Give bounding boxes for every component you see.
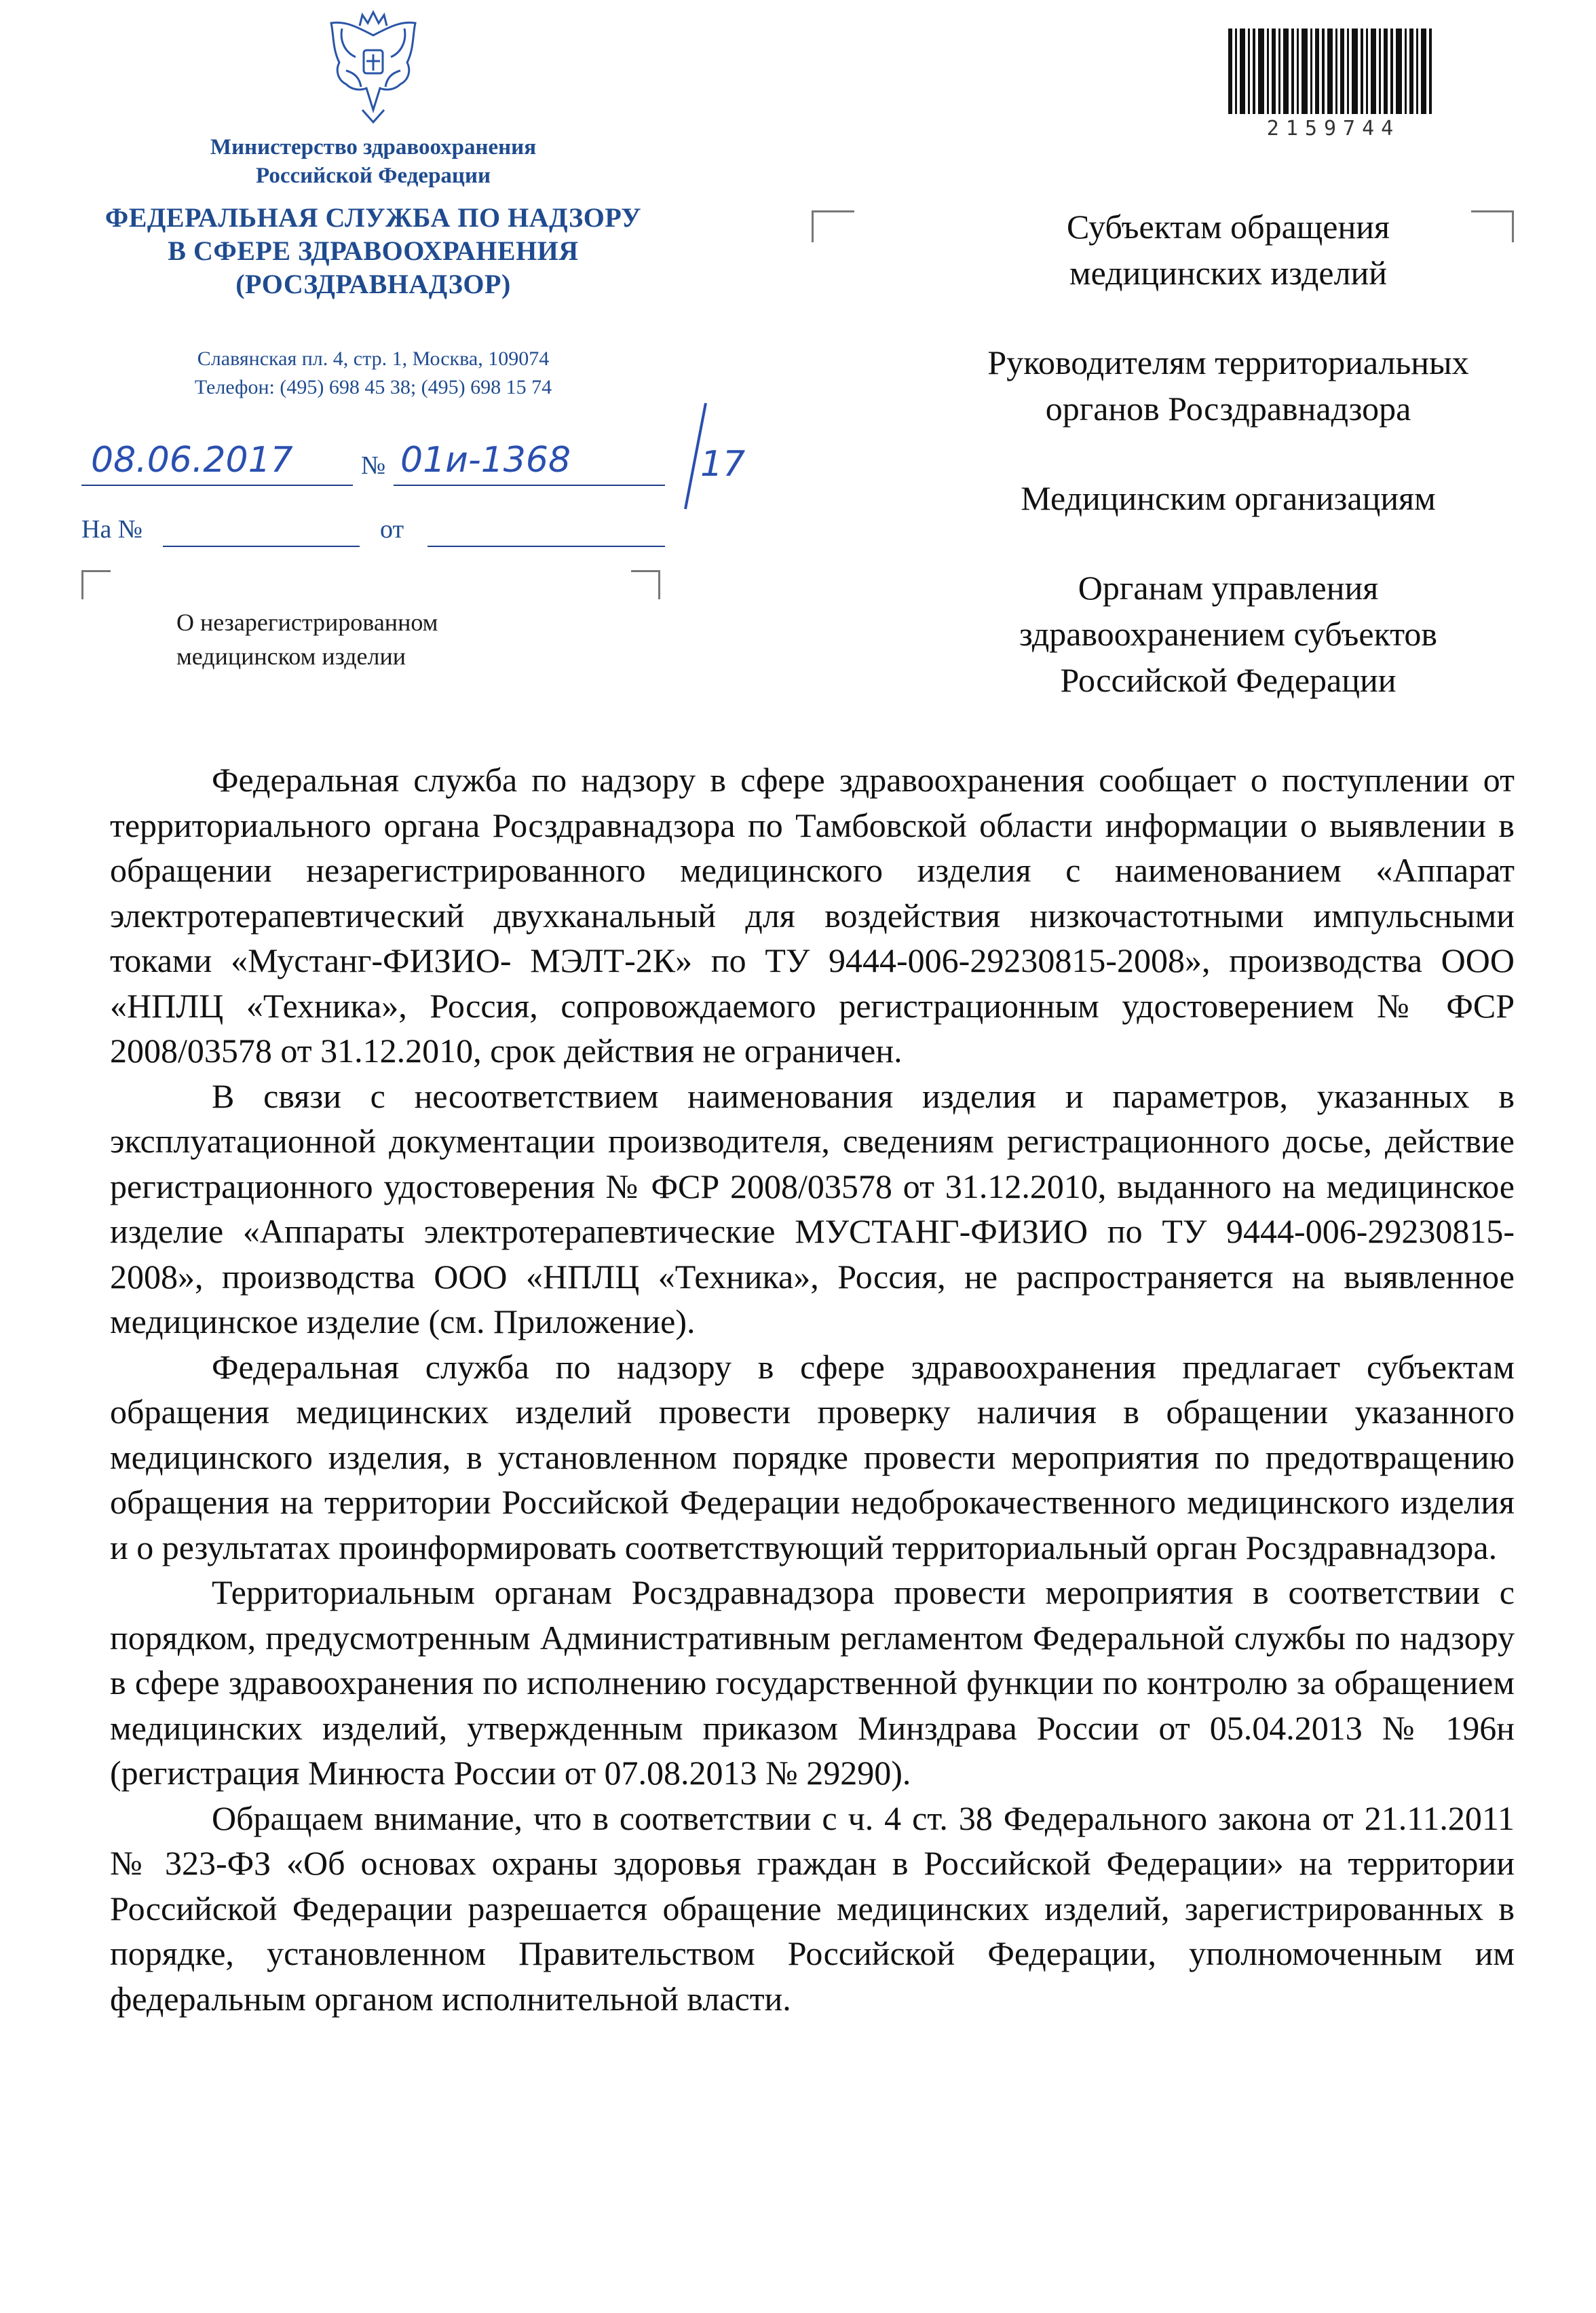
agency-line: (РОСЗДРАВНАДЗОР) — [235, 269, 511, 299]
barcode-number: 2159744 — [1266, 117, 1401, 140]
body-paragraph: Территориальным органам Росздравнадзора провести мероприятия в соответствии с порядком, предусмотренным Административным регламентом Федеральной службы по надзору в сфере здравоохранения по исполнению государственной функции по контролю за обращением медицинских изделий, утвержденным приказом Минздрава России от 05.04.2013 № 196н (регистрация Минюста России от 07.08.2013 № 29290). — [110, 1573, 1515, 1792]
addressee-group — [882, 565, 1574, 703]
reference-number-label: На № — [81, 515, 143, 544]
addressee-line: Руководителям территориальных — [987, 343, 1469, 381]
addressee-line: Субъектам обращения — [1067, 208, 1390, 246]
addressee-line: здравоохранением субъектов — [1019, 615, 1438, 653]
addressee-group — [882, 204, 1574, 296]
agency-line: ФЕДЕРАЛЬНАЯ СЛУЖБА ПО НАДЗОРУ — [104, 202, 642, 233]
letter-subject — [176, 605, 584, 673]
addressee-line: органов Росздравнадзора — [1045, 390, 1411, 428]
addressees — [882, 204, 1574, 747]
ministry-line: Российской Федерации — [256, 164, 491, 188]
subject-line: О незарегистрированном — [176, 609, 438, 636]
handwritten-date: 08.06.2017 — [91, 440, 293, 481]
bracket-top-left — [81, 570, 111, 599]
bracket-top-right — [631, 570, 660, 599]
body-paragraph: Обращаем внимание, что в соответствии с ч. 4 ст. 38 Федерального закона от 21.11.2011 № 323-ФЗ «Об основах охраны здоровья граждан в Российской Федерации» на территории Российской Федерации разрешается обращение медицинских изделий, зарегистрированных в порядке, установленном Правительством Российской Федерации, уполномоченным им федеральным органом исполнительной власти. — [110, 1799, 1515, 2018]
handwritten-year: 17 — [700, 444, 746, 485]
addressee-group — [882, 475, 1574, 521]
addressee-group — [882, 339, 1574, 432]
body-paragraph: Федеральная служба по надзору в сфере здравоохранения сообщает о поступлении от территориального органа Росздравнадзора по Тамбовской области информации о выявлении в обращении незарегистрированного медицинского изделия с наименованием «Аппарат электротерапевтический двухканальный для воздействия низкочастотными импульсными токами «Мустанг-ФИЗИО- МЭЛТ-2К» по ТУ 9444-006-29230815-2008», производства ООО «НПЛЦ «Техника», Россия, сопровождаемого регистрационным удостоверением № ФСР 2008/03578 от 31.12.2010, срок действия не ограничен. — [110, 761, 1515, 1070]
body-paragraph: Федеральная служба по надзору в сфере здравоохранения предлагает субъектам обращения медицинских изделий провести проверку наличия в обращении указанного медицинского изделия, в установленном порядке провести мероприятия по предотвращению обращения на территории Российской Федерации недоброкачественного медицинского изделия и о результатах проинформировать соответствующий территориальный орган Росздравнадзора. — [110, 1347, 1515, 1566]
address-line: Славянская пл. 4, стр. 1, Москва, 109074 — [197, 347, 550, 370]
registration-line — [81, 440, 746, 489]
addressee-line: Российской Федерации — [1060, 661, 1396, 699]
agency-name — [75, 201, 672, 301]
addressee-line: Органам управления — [1078, 569, 1379, 607]
letter-body — [110, 757, 1515, 2021]
reference-date-label: от — [380, 515, 404, 544]
number-sign: № — [361, 451, 386, 480]
subject-line: медицинском изделии — [176, 643, 406, 670]
reference-line — [81, 514, 665, 548]
handwritten-number: 01и-1368 — [400, 440, 571, 481]
phone-line: Телефон: (495) 698 45 38; (495) 698 15 74 — [194, 376, 552, 398]
ministry-line: Министерство здравоохранения — [210, 135, 537, 159]
ministry-name — [102, 133, 645, 190]
addressee-line: Медицинским организациям — [1021, 479, 1436, 517]
agency-line: В СФЕРЕ ЗДРАВООХРАНЕНИЯ — [168, 236, 579, 266]
coat-of-arms-icon — [319, 8, 428, 127]
agency-address — [102, 345, 645, 402]
addressee-line: медицинских изделий — [1069, 254, 1388, 292]
bracket-addressee-left — [812, 210, 854, 242]
barcode — [1228, 29, 1432, 114]
body-paragraph: В связи с несоответствием наименования изделия и параметров, указанных в эксплуатационной документации производителя, сведениям регистрационного досье, действие регистрационного удостоверения № ФСР 2008/03578 от 31.12.2010, выданного на медицинское изделие «Аппараты электротерапевтические МУСТАНГ-ФИЗИО по ТУ 9444-006-29230815-2008», производства ООО «НПЛЦ «Техника», Россия, не распространяется на выявленное медицинское изделие (см. Приложение). — [110, 1076, 1515, 1340]
